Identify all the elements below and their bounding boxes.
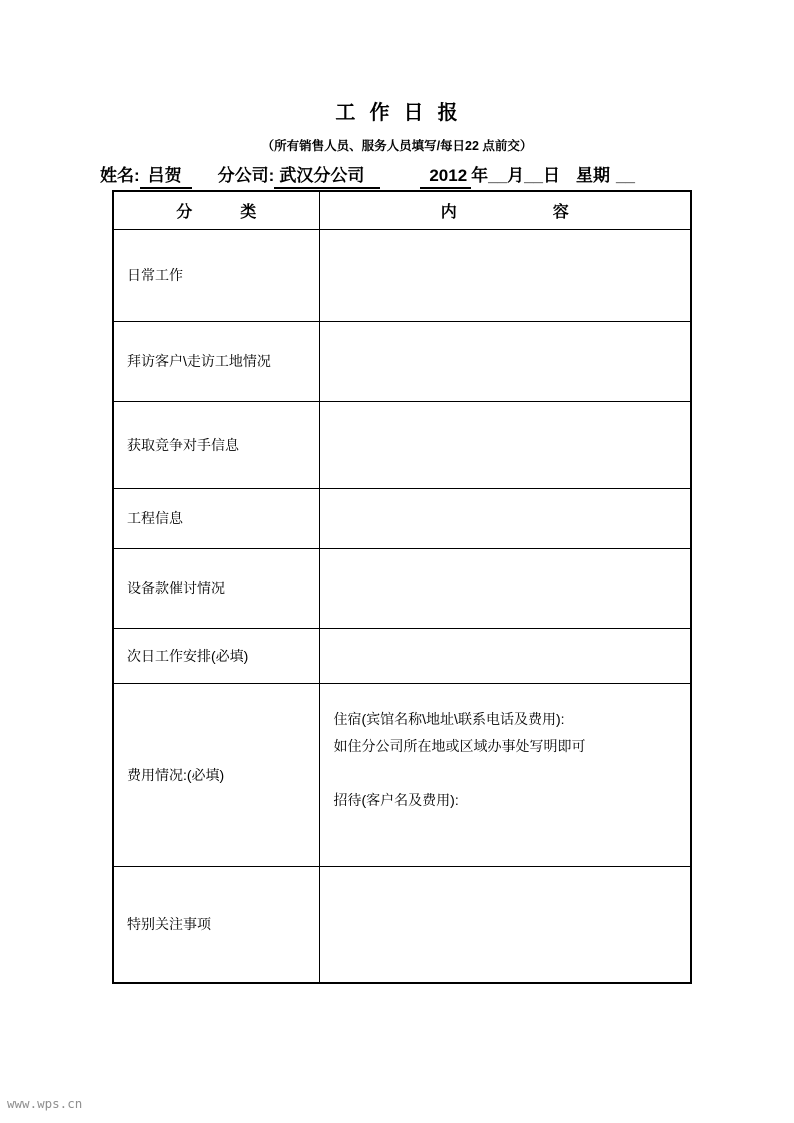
month-blank[interactable]: __ <box>488 166 508 185</box>
table-row <box>113 548 691 628</box>
header-row <box>113 191 691 229</box>
content-cell[interactable] <box>319 866 691 983</box>
category-cell: 工程信息 <box>113 488 319 548</box>
report-table <box>112 190 692 984</box>
watermark: www.wps.cn <box>7 1096 83 1111</box>
category-cell: 次日工作安排(必填) <box>113 628 319 683</box>
month-label: 月 <box>507 166 525 185</box>
table-row <box>113 401 691 488</box>
year-value[interactable]: 2012 <box>420 166 471 189</box>
content-line <box>334 760 683 787</box>
content-cell[interactable] <box>319 628 691 683</box>
table-row <box>113 488 691 548</box>
table-row <box>113 683 691 866</box>
year-label: 年 <box>471 166 489 185</box>
content-cell[interactable] <box>319 683 691 866</box>
table-row <box>113 628 691 683</box>
report-subtitle: （所有销售人员、服务人员填写/每日22 点前交） <box>261 139 533 153</box>
category-cell: 日常工作 <box>113 229 319 321</box>
content-cell[interactable] <box>319 229 691 321</box>
week-blank[interactable]: __ <box>616 166 635 185</box>
week-label: 星期 <box>576 166 611 185</box>
day-blank[interactable]: __ <box>524 166 544 185</box>
day-label: 日 <box>543 166 561 185</box>
table-row <box>113 229 691 321</box>
category-cell: 拜访客户\走访工地情况 <box>113 321 319 401</box>
table-row <box>113 321 691 401</box>
content-line: 招待(客户名及费用): <box>333 791 459 808</box>
content-header: 内 容 <box>319 191 691 229</box>
info-line <box>100 161 700 189</box>
branch-label: 分公司: <box>217 166 275 185</box>
table-row <box>113 866 691 983</box>
report-table-body <box>113 229 691 983</box>
content-line: 住宿(宾馆名称\地址\联系电话及费用): <box>333 710 565 727</box>
content-cell[interactable] <box>319 488 691 548</box>
content-cell[interactable] <box>319 321 691 401</box>
content-cell[interactable] <box>319 401 691 488</box>
name-label: 姓名: <box>100 166 140 185</box>
category-cell: 获取竞争对手信息 <box>113 401 319 488</box>
branch-value[interactable]: 武汉分公司 <box>274 166 380 189</box>
category-cell: 设备款催讨情况 <box>113 548 319 628</box>
category-header: 分 类 <box>113 191 319 229</box>
category-cell: 费用情况:(必填) <box>113 683 319 866</box>
category-cell: 特别关注事项 <box>113 866 319 983</box>
content-line: 如住分公司所在地或区域办事处写明即可 <box>333 737 586 754</box>
name-value[interactable]: 吕贺 <box>140 166 192 189</box>
content-cell[interactable] <box>319 548 691 628</box>
report-title: 工 作 日 报 <box>335 102 459 124</box>
